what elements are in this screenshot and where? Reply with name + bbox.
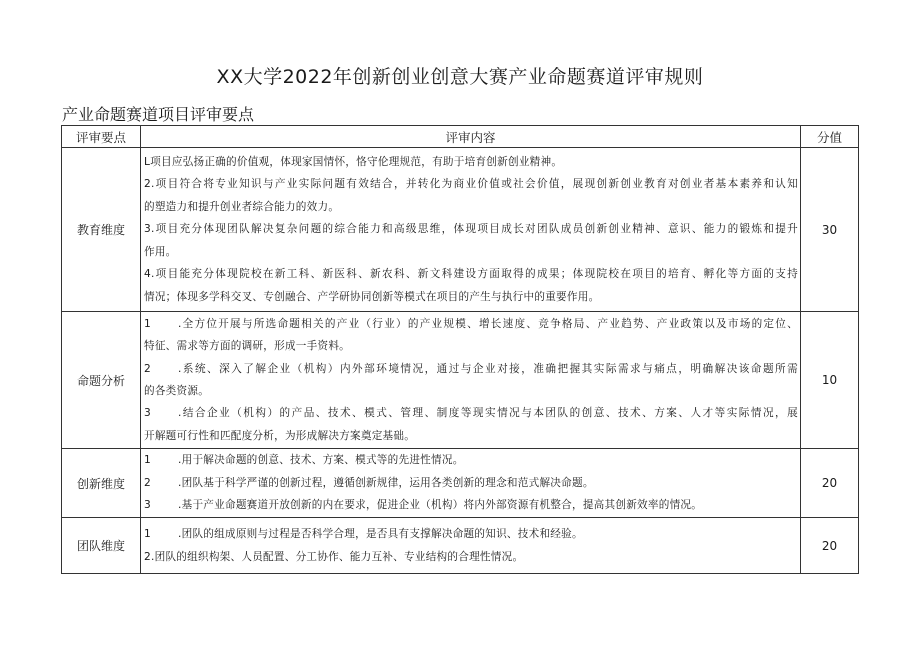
header-score: 分值: [801, 126, 859, 148]
row-dimension: 命题分析: [62, 312, 141, 449]
row-score: 20: [801, 449, 859, 518]
document-title: XX大学2022年创新创业创意大赛产业命题赛道评审规则: [216, 66, 704, 88]
criteria-line: L项目应弘扬正确的价值观，体现家国情怀，恪守伦理规范，有助于培育创新创业精神。: [144, 156, 563, 169]
row-score: 30: [801, 148, 859, 312]
criteria-line: [144, 358, 798, 380]
criteria-line: [144, 472, 798, 494]
table-header-row: [62, 126, 859, 148]
item-number: 2: [144, 476, 151, 489]
item-text: .团队的组成原则与过程是否科学合理，是否具有支撑解决命题的知识、技术和经验。: [178, 528, 583, 541]
criteria-line: [144, 494, 798, 516]
criteria-line: 2.团队的组织构架、人员配置、分工协作、能力互补、专业结构的合理性情况。: [144, 550, 524, 563]
item-number: 3: [144, 499, 151, 512]
criteria-line: 3.项目充分体现团队解决复杂问题的综合能力和高级思维，体现项目成长对团队成员创新创业精神、意识、能力的锻炼和提升: [144, 223, 798, 236]
item-number: 3: [144, 407, 151, 420]
criteria-line: 的各类资源。: [144, 385, 210, 397]
row-content: [141, 518, 801, 574]
item-number: 2: [144, 362, 151, 375]
item-text: .结合企业（机构）的产品、技术、模式、管理、制度等现实情况与本团队的创意、技术、方案、人才等实际情况，展: [178, 407, 798, 420]
item-text: .基于产业命题赛道开放创新的内在要求，促进企业（机构）将内外部资源有机整合，提高其创新效率的情况。: [178, 499, 703, 512]
header-dimension: 评审要点: [62, 126, 141, 148]
table-row: [62, 518, 859, 574]
criteria-line: [144, 449, 798, 471]
criteria-line: 的塑造力和提升创业者综合能力的效力。: [144, 200, 340, 213]
item-text: .团队基于科学严谨的创新过程，遵循创新规律，运用各类创新的理念和范式解决命题。: [178, 476, 594, 489]
criteria-line: 特征、需求等方面的调研，形成一手资料。: [144, 340, 351, 353]
item-number: 1: [144, 528, 151, 541]
item-number: 1: [144, 454, 151, 467]
row-content: [141, 312, 801, 449]
row-content: [141, 148, 801, 312]
criteria-line: [144, 313, 798, 335]
item-text: .用于解决命题的创意、技术、方案、模式等的先进性情况。: [178, 454, 464, 467]
criteria-line: 作用。: [144, 245, 177, 258]
criteria-line: 2.项目符合将专业知识与产业实际问题有效结合，并转化为商业价值或社会价值，展现创新创业教育对创业者基本素养和认知: [144, 178, 798, 191]
criteria-line: 开解题可行性和匹配度分析，为形成解决方案奠定基础。: [144, 429, 416, 442]
row-score: 20: [801, 518, 859, 574]
item-text: .系统、深入了解企业（机构）内外部环境情况，通过与企业对接，准确把握其实际需求与痛点，明确解决该命题所需: [178, 362, 798, 375]
row-dimension: 团队维度: [62, 518, 141, 574]
table-row: [62, 312, 859, 449]
criteria-line: [144, 523, 798, 545]
row-score: 10: [801, 312, 859, 449]
item-number: 1: [144, 317, 151, 330]
item-text: .全方位开展与所选命题相关的产业（行业）的产业规模、增长速度、竞争格局、产业趋势、产业政策以及市场的定位、: [178, 317, 798, 330]
criteria-line: 4.项目能充分体现院校在新工科、新医科、新农科、新文科建设方面取得的成果；体现院校在项目的培育、孵化等方面的支持: [144, 268, 798, 281]
criteria-line: [144, 402, 798, 424]
table-row: [62, 449, 859, 518]
row-dimension: 创新维度: [62, 449, 141, 518]
header-content: 评审内容: [141, 126, 801, 148]
section-subtitle: 产业命题赛道项目评审要点: [62, 105, 255, 124]
row-content: [141, 449, 801, 518]
table-row: [62, 148, 859, 312]
criteria-line: 情况；体现多学科交叉、专创融合、产学研协同创新等模式在项目的产生与执行中的重要作用。: [144, 290, 600, 303]
review-criteria-table: [61, 125, 859, 574]
row-dimension: 教育维度: [62, 148, 141, 312]
